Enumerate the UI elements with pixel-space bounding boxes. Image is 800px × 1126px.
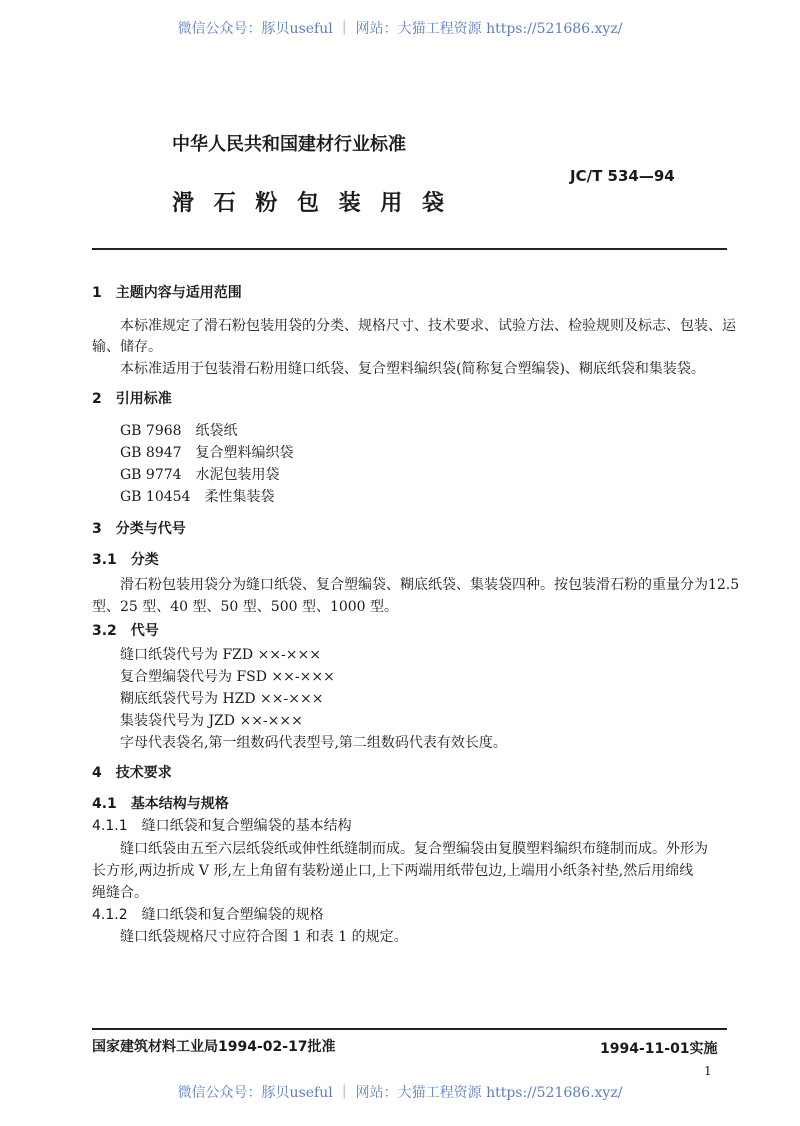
paragraph: 绳缝合。 [92,885,148,901]
paragraph: 缝口纸袋由五至六层纸袋纸或伸性纸缝制而成。复合塑编袋由复膜塑料编织布缝制而成。外形为 [120,841,708,857]
paragraph: 本标准规定了滑石粉包装用袋的分类、规格尺寸、技术要求、试验方法、检验规则及标志、包装、运 [120,318,736,334]
paragraph: 字母代表袋名,第一组数码代表型号,第二组数码代表有效长度。 [120,735,507,751]
paragraph: 长方形,两边折成 V 形,左上角留有装粉递止口,上下两端用纸带包边,上端用小纸条衬垫,然后用绵线 [92,863,694,879]
subsection-heading: 3.1 分类 [92,552,159,568]
issuing-org: 中华人民共和国建材行业标准 [172,134,406,155]
subsection-heading: 3.2 代号 [92,623,159,639]
reference-item: GB 7968 纸袋纸 [120,423,238,439]
reference-item: GB 8947 复合塑料编织袋 [120,445,294,461]
section-heading: 4 技术要求 [92,765,172,781]
paragraph: 型、25 型、40 型、50 型、500 型、1000 型。 [92,599,399,615]
subsection-heading: 4.1 基本结构与规格 [92,796,229,812]
watermark-top: 微信公众号：豚贝useful ｜ 网站：大猫工程资源 https://521686.xyz/ [177,21,623,37]
standard-code: JC/T 534—94 [570,167,675,185]
code-item: 缝口纸袋代号为 FZD ××-××× [120,647,321,663]
section-heading: 2 引用标准 [92,391,172,407]
document-title: 滑 石 粉 包 装 用 袋 [172,191,444,216]
section-heading: 3 分类与代号 [92,521,186,537]
paragraph: 输、储存。 [92,339,162,355]
reference-item: GB 9774 水泥包装用袋 [120,467,280,483]
code-item: 复合塑编袋代号为 FSD ××-××× [120,669,335,685]
approval-date: 国家建筑材料工业局1994-02-17批准 [92,1039,336,1055]
reference-item: GB 10454 柔性集装袋 [120,489,275,505]
paragraph: 本标准适用于包装滑石粉用缝口纸袋、复合塑料编织袋(简称复合塑编袋)、糊底纸袋和集装袋。 [120,361,705,377]
header-rule [92,248,727,250]
section-heading: 1 主题内容与适用范围 [92,285,242,301]
code-item: 糊底纸袋代号为 HZD ××-××× [120,691,324,707]
subsection-heading: 4.1.1 缝口纸袋和复合塑编袋的基本结构 [92,818,352,834]
page-number: 1 [704,1064,712,1078]
paragraph: 滑石粉包装用袋分为缝口纸袋、复合塑编袋、糊底纸袋、集装袋四种。按包装滑石粉的重量分为12.5 [120,577,740,593]
watermark-bottom: 微信公众号：豚贝useful ｜ 网站：大猫工程资源 https://521686.xyz/ [177,1085,623,1101]
paragraph: 缝口纸袋规格尺寸应符合图 1 和表 1 的规定。 [120,929,408,945]
effective-date: 1994-11-01实施 [600,1041,718,1057]
subsection-heading: 4.1.2 缝口纸袋和复合塑编袋的规格 [92,907,324,923]
footer-rule [92,1028,727,1030]
code-item: 集装袋代号为 JZD ××-××× [120,713,303,729]
